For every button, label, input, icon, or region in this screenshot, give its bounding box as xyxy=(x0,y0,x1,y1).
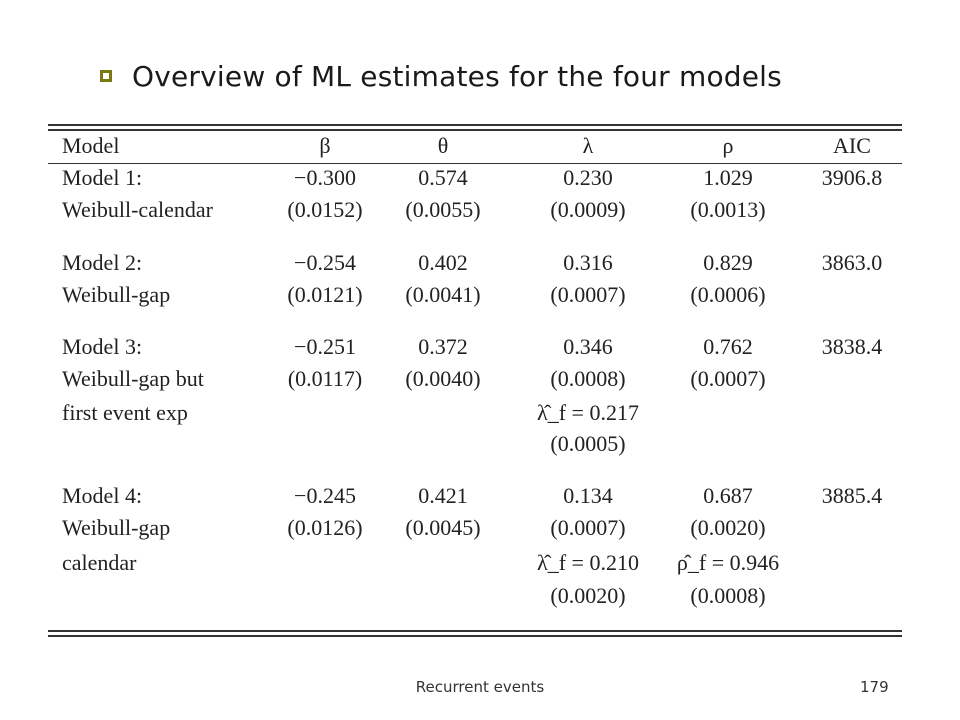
table-row xyxy=(48,480,902,512)
table-row xyxy=(48,547,902,579)
cell-lambda: 0.134 xyxy=(563,483,613,508)
table-bottom-rule-second xyxy=(48,635,902,637)
cell-beta: −0.254 xyxy=(294,250,356,275)
square-bullet-icon xyxy=(100,70,112,82)
cell-model: Model 3: xyxy=(62,334,143,359)
cell-lambda: 0.346 xyxy=(563,334,613,359)
table-row xyxy=(48,580,902,612)
table-bottom-rule xyxy=(48,630,902,632)
cell-beta: −0.245 xyxy=(294,483,356,508)
header-lambda: λ xyxy=(582,133,594,158)
table-row xyxy=(48,331,902,363)
table-row xyxy=(48,512,902,544)
cell-aic: 3863.0 xyxy=(821,250,883,275)
cell-model: Model 1: xyxy=(62,165,143,190)
cell-rho-f: ρ̂_f = 0.946 xyxy=(676,550,780,575)
cell-beta: −0.251 xyxy=(294,334,356,359)
cell-rho: 1.029 xyxy=(703,165,753,190)
cell-theta: 0.402 xyxy=(418,250,468,275)
cell-lambda-f-se: (0.0020) xyxy=(550,583,626,608)
footer-title: Recurrent events xyxy=(415,678,545,696)
cell-model: first event exp xyxy=(62,400,188,425)
cell-rho: 0.762 xyxy=(703,334,753,359)
cell-rho: 0.829 xyxy=(703,250,753,275)
slide-title: Overview of ML estimates for the four models xyxy=(132,59,782,93)
table-top-rule xyxy=(48,124,902,126)
cell-rho: (0.0020) xyxy=(690,515,766,540)
cell-model: Weibull-gap but xyxy=(62,366,204,391)
page-number: 179 xyxy=(860,678,889,696)
table-row xyxy=(48,279,902,311)
cell-model: Model 2: xyxy=(62,250,143,275)
cell-lambda-f: λ̂_f = 0.217 xyxy=(537,400,639,425)
cell-lambda: 0.316 xyxy=(563,250,613,275)
table-row xyxy=(48,363,902,395)
table-row xyxy=(48,247,902,279)
cell-rho: (0.0007) xyxy=(690,366,766,391)
table-row xyxy=(48,428,902,460)
cell-rho: 0.687 xyxy=(703,483,753,508)
cell-theta: 0.421 xyxy=(418,483,468,508)
cell-model: Weibull-gap xyxy=(62,515,171,540)
cell-model: calendar xyxy=(62,550,137,575)
cell-beta: (0.0121) xyxy=(287,282,363,307)
cell-theta: (0.0045) xyxy=(405,515,481,540)
cell-aic: 3838.4 xyxy=(821,334,883,359)
slide-title-row xyxy=(100,56,782,96)
header-theta: θ xyxy=(437,133,449,158)
table-header-row xyxy=(48,130,902,162)
cell-beta: (0.0126) xyxy=(287,515,363,540)
table-row xyxy=(48,397,902,429)
cell-aic: 3885.4 xyxy=(821,483,883,508)
cell-beta: −0.300 xyxy=(294,165,356,190)
cell-lambda: (0.0007) xyxy=(550,515,626,540)
cell-theta: (0.0055) xyxy=(405,197,481,222)
cell-lambda: (0.0007) xyxy=(550,282,626,307)
table-row xyxy=(48,162,902,194)
cell-model: Weibull-calendar xyxy=(62,197,213,222)
cell-theta: 0.372 xyxy=(418,334,468,359)
cell-lambda: 0.230 xyxy=(563,165,613,190)
cell-rho: (0.0006) xyxy=(690,282,766,307)
cell-lambda-f-se: (0.0005) xyxy=(550,431,626,456)
cell-lambda-f: λ̂_f = 0.210 xyxy=(537,550,639,575)
header-beta: β xyxy=(319,133,331,158)
cell-lambda: (0.0009) xyxy=(550,197,626,222)
cell-rho-f-se: (0.0008) xyxy=(690,583,766,608)
header-rho: ρ xyxy=(722,133,734,158)
table-row xyxy=(48,194,902,226)
cell-model: Weibull-gap xyxy=(62,282,171,307)
cell-lambda: (0.0008) xyxy=(550,366,626,391)
cell-rho: (0.0013) xyxy=(690,197,766,222)
cell-aic: 3906.8 xyxy=(821,165,883,190)
header-model: Model xyxy=(62,133,120,158)
cell-theta: 0.574 xyxy=(418,165,468,190)
cell-beta: (0.0117) xyxy=(287,366,363,391)
header-aic: AIC xyxy=(833,133,871,158)
cell-theta: (0.0041) xyxy=(405,282,481,307)
cell-beta: (0.0152) xyxy=(287,197,363,222)
cell-model: Model 4: xyxy=(62,483,143,508)
cell-theta: (0.0040) xyxy=(405,366,481,391)
